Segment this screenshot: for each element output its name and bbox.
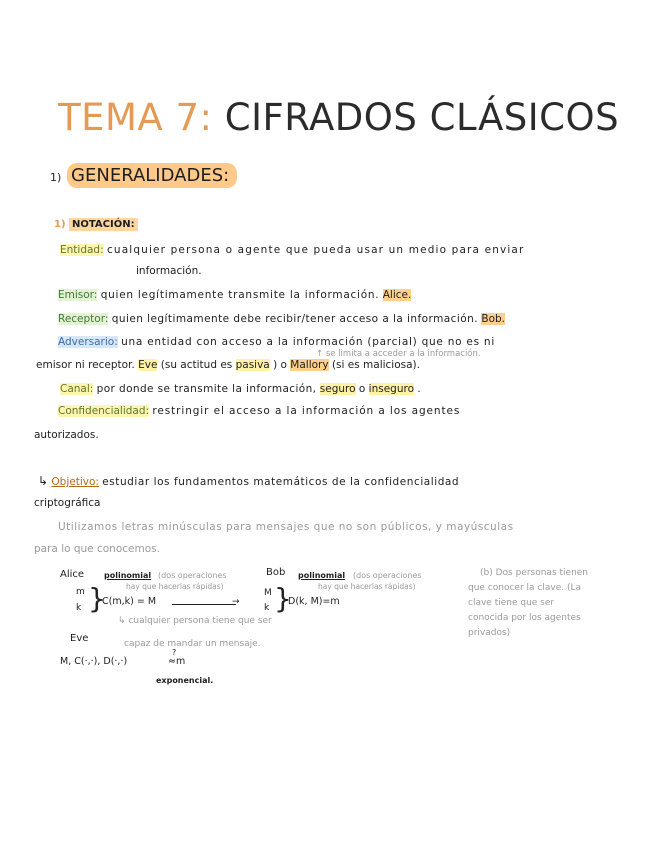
- bob-brace: }: [274, 582, 292, 615]
- receptor-text: quien legítimamente debe recibir/tener acceso a la información.: [111, 313, 479, 325]
- term-emisor: Emisor:: [58, 289, 98, 301]
- subsection-heading-notacion: [54, 219, 138, 230]
- emisor-text: quien legítimamente transmite la información.: [100, 289, 380, 301]
- page-title: [58, 96, 619, 139]
- eve-formula: M, C(·,·), D(·,·): [60, 656, 128, 667]
- question-mark: ?: [172, 648, 177, 657]
- side-note-line: clave tiene que ser: [468, 598, 555, 608]
- eve-note-arrow: ↳: [118, 616, 126, 626]
- adversario-text-2b: (su actitud es: [160, 359, 233, 371]
- term-receptor: Receptor:: [58, 313, 109, 325]
- objetivo-text-2: criptográfica: [34, 497, 101, 509]
- name-mallory: Mallory: [290, 359, 329, 371]
- objetivo-arrow: ↳: [38, 474, 49, 488]
- note-arrow: ↑: [316, 349, 324, 359]
- alice-brace: }: [88, 582, 106, 615]
- section-number: 1): [50, 171, 62, 184]
- bob-poly-note-2: hay que hacerlas rápidas): [318, 582, 416, 591]
- eve-label: Eve: [70, 633, 89, 644]
- subsection-number: 1): [54, 219, 66, 230]
- convention-text-2: para lo que conocemos.: [34, 543, 160, 555]
- alice-label: Alice: [60, 569, 85, 580]
- bob-polinomial: polinomial: [298, 571, 346, 580]
- term-confidencialidad: Confidencialidad:: [58, 405, 150, 417]
- title-main: CIFRADOS CLÁSICOS: [224, 96, 620, 139]
- confidencialidad-text-2: autorizados.: [34, 429, 99, 441]
- alice-m: m: [76, 587, 85, 597]
- approx-m: ≈m: [168, 656, 186, 667]
- title-tema: TEMA 7:: [58, 96, 213, 139]
- arrow-head: →: [232, 597, 240, 607]
- adversario-text-1: una entidad con acceso a la información (parcial) que no es ni: [121, 336, 495, 348]
- section-label: GENERALIDADES:: [67, 163, 237, 188]
- term-canal: Canal:: [60, 383, 94, 395]
- name-eve: Eve: [138, 359, 158, 371]
- confidencialidad-text-1: restringir el acceso a la información a los agentes: [152, 405, 461, 417]
- exponencial-label: exponencial.: [156, 676, 214, 685]
- canal-text: por donde se transmite la información,: [96, 383, 317, 395]
- adversario-note: [316, 349, 481, 359]
- word-pasiva: pasiva: [235, 359, 270, 371]
- adversario-text-2d: (si es maliciosa).: [331, 359, 420, 371]
- side-note-line: que conocer la clave. (La: [468, 583, 581, 593]
- entidad-text-2: información.: [136, 265, 202, 277]
- section-heading-generalidades: [50, 165, 237, 186]
- definition-confidencialidad: [58, 405, 460, 417]
- definition-adversario: [58, 336, 495, 348]
- convention-text-1: Utilizamos letras minúsculas para mensajes que no son públicos, y mayúsculas: [58, 521, 514, 533]
- alice-cipher: C(m,k) = M: [102, 596, 157, 607]
- alice-k: k: [76, 603, 82, 613]
- side-note-line: conocida por los agentes: [468, 613, 581, 623]
- adversario-text-2c: ) o: [273, 359, 287, 371]
- objetivo-text-1: estudiar los fundamentos matemáticos de la confidencialidad: [102, 476, 460, 488]
- subsection-label: NOTACIÓN:: [69, 218, 138, 231]
- term-objetivo: Objetivo:: [51, 476, 99, 488]
- bob-M: M: [264, 588, 272, 598]
- term-entidad: Entidad:: [60, 244, 104, 256]
- canal-o: o: [358, 383, 366, 395]
- name-alice: Alice.: [382, 289, 412, 301]
- bob-poly-note: (dos operaciones: [353, 571, 422, 580]
- name-bob: Bob.: [481, 313, 506, 325]
- definition-receptor: [58, 313, 505, 325]
- definition-emisor: [58, 289, 411, 301]
- canal-end: .: [417, 383, 421, 395]
- alice-to-bob-arrow: [172, 604, 236, 605]
- bob-label: Bob: [266, 567, 286, 578]
- side-note-line: privados): [468, 628, 511, 638]
- term-adversario: Adversario:: [58, 336, 118, 348]
- adversario-line-2: [36, 359, 420, 371]
- adversario-note-text: se limita a acceder a la información.: [325, 349, 481, 359]
- definition-canal: [60, 383, 421, 395]
- alice-poly-note-2: hay que hacerlas rápidas): [126, 582, 224, 591]
- alice-polinomial: polinomial: [104, 571, 152, 580]
- word-inseguro: inseguro: [368, 383, 414, 395]
- entidad-text-1: cualquier persona o agente que pueda usar un medio para enviar: [106, 244, 525, 256]
- bob-decipher: D(k, M)=m: [288, 596, 340, 607]
- definition-entidad: [60, 244, 634, 256]
- side-note-line: (b) Dos personas tienen: [480, 568, 589, 578]
- alice-poly-note: (dos operaciones: [158, 571, 227, 580]
- objetivo-line-1: [38, 474, 459, 488]
- bob-k: k: [264, 603, 270, 613]
- eve-note-2: capaz de mandar un mensaje.: [124, 639, 261, 649]
- adversario-text-2a: emisor ni receptor.: [36, 359, 135, 371]
- eve-note-1: [118, 616, 272, 626]
- side-note: [468, 566, 588, 641]
- word-seguro: seguro: [319, 383, 356, 395]
- eve-note-text-1: cualquier persona tiene que ser: [128, 616, 272, 626]
